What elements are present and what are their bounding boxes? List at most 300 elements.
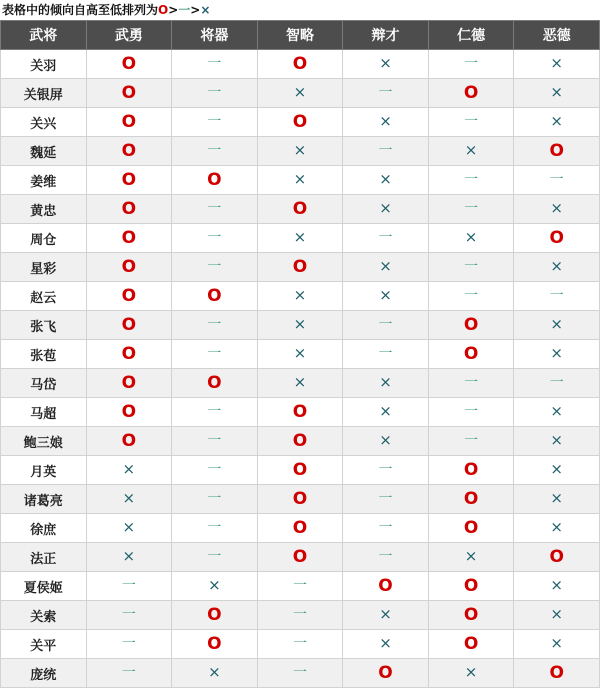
circle-mark-icon: O — [292, 430, 308, 451]
rating-cell — [514, 108, 600, 137]
circle-mark-icon: O — [158, 3, 169, 17]
cross-mark-icon: × — [293, 170, 307, 188]
rating-cell — [86, 485, 172, 514]
dash-mark-icon: 一 — [464, 114, 479, 130]
dash-mark-icon: 一 — [378, 520, 393, 536]
rating-cell — [257, 398, 343, 427]
cross-mark-icon: × — [200, 3, 211, 17]
circle-mark-icon: O — [121, 430, 137, 451]
rating-cell — [343, 630, 429, 659]
circle-mark-icon: O — [121, 140, 137, 161]
dash-mark-icon: 一 — [464, 433, 479, 449]
table-row — [1, 427, 600, 456]
cross-mark-icon: × — [122, 547, 136, 565]
general-tendency-table — [0, 20, 600, 688]
dash-mark-icon: 一 — [207, 491, 222, 507]
rating-cell — [257, 108, 343, 137]
rating-cell — [257, 601, 343, 630]
circle-mark-icon: O — [549, 227, 564, 248]
cross-mark-icon: × — [550, 83, 563, 101]
general-name: 周仓 — [1, 224, 87, 253]
rating-cell — [86, 514, 172, 543]
general-name: 关平 — [1, 630, 87, 659]
dash-mark-icon: 一 — [549, 172, 564, 188]
general-name: 赵云 — [1, 282, 87, 311]
dash-mark-icon: 一 — [207, 317, 222, 333]
circle-mark-icon: O — [378, 662, 393, 683]
circle-mark-icon: O — [121, 169, 137, 190]
rating-cell — [343, 224, 429, 253]
general-name: 姜维 — [1, 166, 87, 195]
rating-cell — [428, 108, 514, 137]
rating-cell — [257, 166, 343, 195]
rating-cell — [343, 282, 429, 311]
rating-cell — [514, 369, 600, 398]
rating-cell — [86, 340, 172, 369]
rating-cell — [514, 166, 600, 195]
circle-mark-icon: O — [121, 401, 137, 422]
rating-cell — [172, 456, 258, 485]
general-name: 星彩 — [1, 253, 87, 282]
rating-cell — [86, 166, 172, 195]
rating-cell — [343, 253, 429, 282]
header-valor: 武勇 — [86, 21, 172, 50]
rating-cell — [343, 456, 429, 485]
rating-cell — [428, 659, 514, 688]
circle-mark-icon: O — [463, 575, 479, 596]
dash-mark-icon: 一 — [464, 375, 479, 391]
circle-mark-icon: O — [549, 140, 564, 161]
rating-cell — [514, 456, 600, 485]
dash-mark-icon: 一 — [121, 636, 136, 652]
rating-cell — [428, 572, 514, 601]
cross-mark-icon: × — [464, 141, 478, 159]
rating-cell — [257, 79, 343, 108]
greater-than-sign: > — [168, 3, 179, 17]
rating-cell — [86, 224, 172, 253]
cross-mark-icon: × — [379, 170, 392, 188]
cross-mark-icon: × — [550, 460, 563, 478]
cross-mark-icon: × — [550, 344, 563, 362]
table-row — [1, 340, 600, 369]
dash-mark-icon: 一 — [292, 607, 307, 623]
rating-cell — [86, 543, 172, 572]
cross-mark-icon: × — [379, 199, 392, 217]
cross-mark-icon: × — [550, 315, 563, 333]
general-name: 关银屏 — [1, 79, 87, 108]
cross-mark-icon: × — [464, 547, 478, 565]
table-header-row — [1, 21, 600, 50]
rating-cell — [343, 427, 429, 456]
cross-mark-icon: × — [550, 634, 563, 652]
circle-mark-icon: O — [207, 372, 222, 393]
circle-mark-icon: O — [463, 314, 479, 335]
dash-mark-icon: 一 — [207, 114, 222, 130]
rating-cell — [428, 398, 514, 427]
rating-cell — [172, 311, 258, 340]
rating-cell — [172, 166, 258, 195]
rating-cell — [514, 224, 600, 253]
circle-mark-icon: O — [378, 575, 393, 596]
rating-cell — [86, 282, 172, 311]
general-name: 马超 — [1, 398, 87, 427]
header-strategy: 智略 — [257, 21, 343, 50]
rating-cell — [343, 572, 429, 601]
rating-cell — [172, 282, 258, 311]
rating-cell — [343, 340, 429, 369]
circle-mark-icon: O — [463, 459, 479, 480]
table-row — [1, 195, 600, 224]
circle-mark-icon: O — [207, 169, 222, 190]
dash-mark-icon: 一 — [207, 201, 222, 217]
rating-cell — [257, 311, 343, 340]
rating-cell — [514, 543, 600, 572]
cross-mark-icon: × — [550, 489, 563, 507]
rating-cell — [514, 311, 600, 340]
general-name: 鲍三娘 — [1, 427, 87, 456]
rating-cell — [514, 79, 600, 108]
rating-cell — [428, 543, 514, 572]
rating-cell — [343, 195, 429, 224]
rating-cell — [257, 485, 343, 514]
table-row — [1, 224, 600, 253]
cross-mark-icon: × — [208, 663, 221, 681]
dash-mark-icon: 一 — [378, 230, 393, 246]
rating-cell — [86, 398, 172, 427]
cross-mark-icon: × — [379, 634, 392, 652]
header-general: 武将 — [1, 21, 87, 50]
dash-mark-icon: 一 — [178, 3, 191, 17]
cross-mark-icon: × — [464, 228, 478, 246]
dash-mark-icon: 一 — [378, 317, 393, 333]
table-row — [1, 543, 600, 572]
general-name: 徐庶 — [1, 514, 87, 543]
general-name: 关羽 — [1, 50, 87, 79]
header-eloquence: 辩才 — [343, 21, 429, 50]
general-name: 张飞 — [1, 311, 87, 340]
circle-mark-icon: O — [121, 111, 137, 132]
cross-mark-icon: × — [550, 112, 563, 130]
rating-cell — [257, 195, 343, 224]
general-name: 诸葛亮 — [1, 485, 87, 514]
dash-mark-icon: 一 — [207, 56, 222, 72]
rating-cell — [343, 369, 429, 398]
cross-mark-icon: × — [464, 663, 478, 681]
circle-mark-icon: O — [121, 372, 137, 393]
rating-cell — [514, 601, 600, 630]
rating-cell — [428, 630, 514, 659]
rating-cell — [343, 601, 429, 630]
dash-mark-icon: 一 — [378, 85, 393, 101]
circle-mark-icon: O — [121, 82, 137, 103]
general-name: 月英 — [1, 456, 87, 485]
rating-cell — [428, 514, 514, 543]
rating-cell — [514, 659, 600, 688]
rating-cell — [343, 166, 429, 195]
cross-mark-icon: × — [379, 402, 392, 420]
general-name: 法正 — [1, 543, 87, 572]
table-row — [1, 514, 600, 543]
rating-cell — [428, 427, 514, 456]
dash-mark-icon: 一 — [207, 143, 222, 159]
general-name: 庞统 — [1, 659, 87, 688]
rating-cell — [172, 601, 258, 630]
circle-mark-icon: O — [121, 285, 137, 306]
rating-cell — [343, 398, 429, 427]
rating-cell — [257, 427, 343, 456]
circle-mark-icon: O — [463, 488, 479, 509]
dash-mark-icon: 一 — [378, 491, 393, 507]
rating-cell — [86, 311, 172, 340]
dash-mark-icon: 一 — [207, 520, 222, 536]
rating-cell — [257, 572, 343, 601]
table-caption — [0, 0, 600, 20]
circle-mark-icon: O — [121, 314, 137, 335]
table-row — [1, 282, 600, 311]
cross-mark-icon: × — [293, 315, 307, 333]
rating-cell — [172, 659, 258, 688]
rating-cell — [514, 572, 600, 601]
cross-mark-icon: × — [379, 54, 392, 72]
dash-mark-icon: 一 — [292, 636, 307, 652]
rating-cell — [514, 253, 600, 282]
rating-cell — [257, 340, 343, 369]
rating-cell — [257, 543, 343, 572]
rating-cell — [428, 224, 514, 253]
rating-cell — [343, 137, 429, 166]
rating-cell — [257, 253, 343, 282]
rating-cell — [172, 50, 258, 79]
rating-cell — [86, 195, 172, 224]
dash-mark-icon: 一 — [121, 665, 136, 681]
rating-cell — [86, 572, 172, 601]
dash-mark-icon: 一 — [549, 288, 564, 304]
rating-cell — [172, 514, 258, 543]
circle-mark-icon: O — [292, 198, 308, 219]
header-virtue: 仁德 — [428, 21, 514, 50]
caption-text: 表格中的倾向自高至低排列为 — [2, 3, 159, 17]
table-row — [1, 79, 600, 108]
rating-cell — [428, 456, 514, 485]
rating-cell — [343, 50, 429, 79]
circle-mark-icon: O — [549, 662, 564, 683]
dash-mark-icon: 一 — [464, 56, 479, 72]
rating-cell — [86, 108, 172, 137]
rating-cell — [172, 369, 258, 398]
circle-mark-icon: O — [121, 256, 137, 277]
rating-cell — [172, 340, 258, 369]
cross-mark-icon: × — [550, 54, 563, 72]
circle-mark-icon: O — [292, 53, 308, 74]
rating-cell — [343, 79, 429, 108]
rating-cell — [514, 195, 600, 224]
circle-mark-icon: O — [463, 82, 479, 103]
rating-cell — [343, 543, 429, 572]
table-row — [1, 253, 600, 282]
rating-cell — [257, 137, 343, 166]
rating-cell — [428, 485, 514, 514]
cross-mark-icon: × — [550, 199, 563, 217]
header-vice: 恶德 — [514, 21, 600, 50]
rating-cell — [428, 253, 514, 282]
cross-mark-icon: × — [293, 286, 307, 304]
rating-cell — [257, 659, 343, 688]
cross-mark-icon: × — [208, 576, 221, 594]
table-row — [1, 659, 600, 688]
cross-mark-icon: × — [293, 228, 307, 246]
cross-mark-icon: × — [122, 489, 136, 507]
rating-cell — [514, 340, 600, 369]
cross-mark-icon: × — [379, 257, 392, 275]
rating-cell — [343, 659, 429, 688]
circle-mark-icon: O — [292, 517, 308, 538]
cross-mark-icon: × — [550, 518, 563, 536]
table-row — [1, 369, 600, 398]
circle-mark-icon: O — [207, 285, 222, 306]
table-row — [1, 137, 600, 166]
table-row — [1, 485, 600, 514]
rating-cell — [514, 630, 600, 659]
circle-mark-icon: O — [121, 53, 137, 74]
table-row — [1, 108, 600, 137]
dash-mark-icon: 一 — [121, 578, 136, 594]
rating-cell — [428, 369, 514, 398]
circle-mark-icon: O — [463, 517, 479, 538]
cross-mark-icon: × — [379, 286, 392, 304]
cross-mark-icon: × — [293, 141, 307, 159]
rating-cell — [86, 369, 172, 398]
dash-mark-icon: 一 — [464, 404, 479, 420]
rating-cell — [172, 224, 258, 253]
rating-cell — [172, 572, 258, 601]
rating-cell — [257, 50, 343, 79]
circle-mark-icon: O — [549, 546, 564, 567]
header-leadership: 将器 — [172, 21, 258, 50]
rating-cell — [428, 79, 514, 108]
cross-mark-icon: × — [293, 373, 307, 391]
rating-cell — [172, 485, 258, 514]
cross-mark-icon: × — [122, 518, 136, 536]
rating-cell — [428, 340, 514, 369]
rating-cell — [86, 456, 172, 485]
rating-cell — [257, 282, 343, 311]
circle-mark-icon: O — [292, 256, 308, 277]
rating-cell — [86, 253, 172, 282]
dash-mark-icon: 一 — [207, 259, 222, 275]
dash-mark-icon: 一 — [464, 259, 479, 275]
rating-cell — [428, 166, 514, 195]
table-row — [1, 311, 600, 340]
rating-cell — [86, 79, 172, 108]
general-name: 马岱 — [1, 369, 87, 398]
cross-mark-icon: × — [379, 431, 392, 449]
dash-mark-icon: 一 — [464, 172, 479, 188]
rating-cell — [172, 630, 258, 659]
rating-cell — [172, 137, 258, 166]
general-name: 夏侯姬 — [1, 572, 87, 601]
rating-cell — [343, 514, 429, 543]
dash-mark-icon: 一 — [464, 288, 479, 304]
cross-mark-icon: × — [122, 460, 136, 478]
dash-mark-icon: 一 — [378, 549, 393, 565]
dash-mark-icon: 一 — [549, 375, 564, 391]
dash-mark-icon: 一 — [207, 230, 222, 246]
circle-mark-icon: O — [292, 488, 308, 509]
rating-cell — [514, 398, 600, 427]
rating-cell — [428, 282, 514, 311]
rating-cell — [172, 108, 258, 137]
general-name: 魏延 — [1, 137, 87, 166]
rating-cell — [514, 137, 600, 166]
dash-mark-icon: 一 — [378, 462, 393, 478]
circle-mark-icon: O — [121, 198, 137, 219]
rating-cell — [343, 311, 429, 340]
dash-mark-icon: 一 — [121, 607, 136, 623]
rating-cell — [86, 630, 172, 659]
rating-cell — [86, 137, 172, 166]
rating-cell — [428, 195, 514, 224]
cross-mark-icon: × — [550, 257, 563, 275]
rating-cell — [172, 253, 258, 282]
dash-mark-icon: 一 — [292, 578, 307, 594]
cross-mark-icon: × — [379, 373, 392, 391]
dash-mark-icon: 一 — [292, 665, 307, 681]
rating-cell — [86, 427, 172, 456]
table-row — [1, 398, 600, 427]
rating-cell — [343, 485, 429, 514]
rating-cell — [343, 108, 429, 137]
rating-cell — [86, 601, 172, 630]
circle-mark-icon: O — [292, 111, 308, 132]
circle-mark-icon: O — [463, 604, 479, 625]
circle-mark-icon: O — [463, 343, 479, 364]
cross-mark-icon: × — [550, 605, 563, 623]
dash-mark-icon: 一 — [464, 201, 479, 217]
circle-mark-icon: O — [207, 633, 222, 654]
cross-mark-icon: × — [550, 431, 563, 449]
rating-cell — [257, 369, 343, 398]
table-row — [1, 50, 600, 79]
dash-mark-icon: 一 — [207, 433, 222, 449]
cross-mark-icon: × — [293, 83, 307, 101]
general-name: 黄忠 — [1, 195, 87, 224]
dash-mark-icon: 一 — [207, 85, 222, 101]
rating-cell — [172, 398, 258, 427]
rating-cell — [514, 514, 600, 543]
circle-mark-icon: O — [121, 227, 137, 248]
circle-mark-icon: O — [121, 343, 137, 364]
rating-cell — [428, 137, 514, 166]
general-name: 关兴 — [1, 108, 87, 137]
dash-mark-icon: 一 — [207, 549, 222, 565]
dash-mark-icon: 一 — [378, 346, 393, 362]
dash-mark-icon: 一 — [207, 404, 222, 420]
rating-cell — [257, 456, 343, 485]
circle-mark-icon: O — [292, 401, 308, 422]
table-row — [1, 630, 600, 659]
rating-cell — [172, 543, 258, 572]
rating-cell — [172, 195, 258, 224]
rating-cell — [257, 224, 343, 253]
cross-mark-icon: × — [550, 402, 563, 420]
rating-cell — [172, 79, 258, 108]
rating-cell — [514, 427, 600, 456]
cross-mark-icon: × — [379, 112, 392, 130]
table-body — [1, 50, 600, 688]
table-row — [1, 166, 600, 195]
rating-cell — [428, 50, 514, 79]
rating-cell — [514, 485, 600, 514]
